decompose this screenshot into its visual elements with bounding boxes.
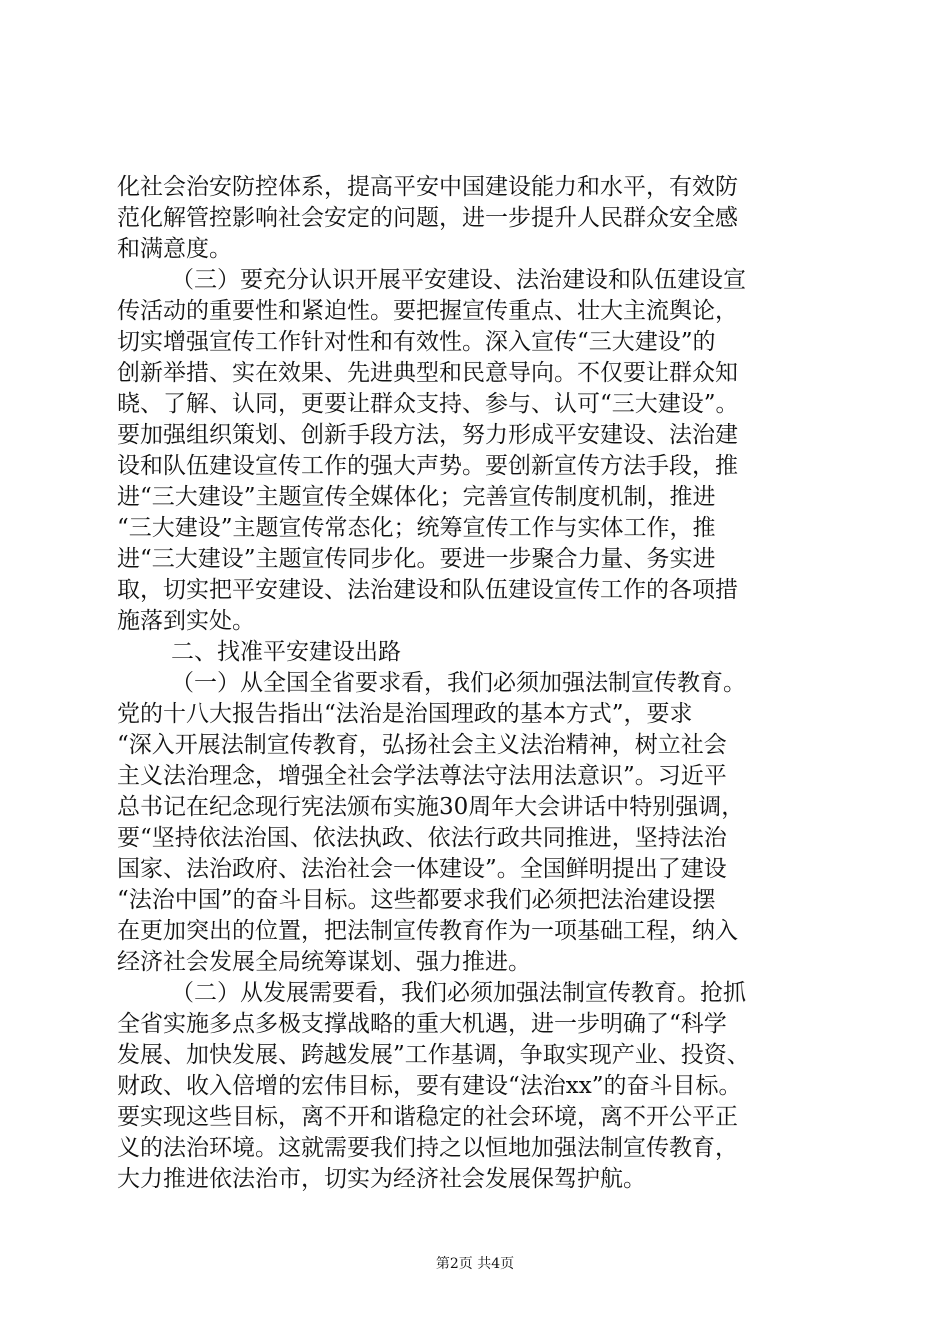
- text-line: 传活动的重要性和紧迫性。要把握宣传重点、壮大主流舆论，: [117, 298, 738, 324]
- text-line: 财政、收入倍增的宏伟目标，要有建设“法治xx”的奋斗目标。: [117, 1073, 742, 1099]
- text-line: 要实现这些目标，离不开和谐稳定的社会环境，离不开公平正: [117, 1104, 738, 1130]
- text-line: 取，切实把平安建设、法治建设和队伍建设宣传工作的各项措: [117, 577, 738, 603]
- text-line: 进“三大建设”主题宣传全媒体化；完善宣传制度机制，推进: [117, 484, 716, 510]
- text-line: 在更加突出的位置，把法制宣传教育作为一项基础工程，纳入: [117, 918, 738, 944]
- text-line: 全省实施多点多极支撑战略的重大机遇，进一步明确了“科学: [117, 1011, 727, 1037]
- paragraph-first-line: 二、找准平安建设出路: [171, 639, 401, 665]
- text-line: 切实增强宣传工作针对性和有效性。深入宣传“三大建设”的: [117, 329, 716, 355]
- text-line: 发展、加快发展、跨越发展”工作基调，争取实现产业、投资、: [117, 1042, 750, 1068]
- paragraph-first-line: （一）从全国全省要求看，我们必须加强法制宣传教育。: [171, 670, 746, 696]
- text-line: 化社会治安防控体系，提高平安中国建设能力和水平，有效防: [117, 174, 738, 200]
- document-body: [117, 172, 847, 1195]
- text-line: 要“坚持依法治国、依法执政、依法行政共同推进，坚持法治: [117, 825, 727, 851]
- text-line: 进“三大建设”主题宣传同步化。要进一步聚合力量、务实进: [117, 546, 716, 572]
- text-line: “深入开展法制宣传教育，弘扬社会主义法治精神，树立社会: [117, 732, 727, 758]
- text-line: 晓、了解、认同，更要让群众支持、参与、认可“三大建设”。: [117, 391, 739, 417]
- paragraph-first-line: （三）要充分认识开展平安建设、法治建设和队伍建设宣: [171, 267, 746, 293]
- page-footer: 第2页 共4页: [435, 1256, 515, 1272]
- text-line: 创新举措、实在效果、先进典型和民意导向。不仅要让群众知: [117, 360, 738, 386]
- text-line: 施落到实处。: [117, 608, 255, 634]
- text-line: 国家、法治政府、法治社会一体建设”。全国鲜明提出了建设: [117, 856, 727, 882]
- text-line: 范化解管控影响社会安定的问题，进一步提升人民群众安全感: [117, 205, 738, 231]
- text-line: 总书记在纪念现行宪法颁布实施30周年大会讲话中特别强调，: [117, 794, 745, 820]
- text-line: “法治中国”的奋斗目标。这些都要求我们必须把法治建设摆: [117, 887, 716, 913]
- text-line: 经济社会发展全局统筹谋划、强力推进。: [117, 949, 531, 975]
- text-line: 设和队伍建设宣传工作的强大声势。要创新宣传方法手段，推: [117, 453, 738, 479]
- text-line: 要加强组织策划、创新手段方法，努力形成平安建设、法治建: [117, 422, 738, 448]
- text-line: 义的法治环境。这就需要我们持之以恒地加强法制宣传教育，: [117, 1135, 738, 1161]
- text-line: 主义法治理念，增强全社会学法尊法守法用法意识”。习近平: [117, 763, 727, 789]
- paragraph-first-line: （二）从发展需要看，我们必须加强法制宣传教育。抢抓: [171, 980, 746, 1006]
- text-line: “三大建设”主题宣传常态化；统筹宣传工作与实体工作，推: [117, 515, 716, 541]
- text-line: 党的十八大报告指出“法治是治国理政的基本方式”，要求: [117, 701, 693, 727]
- text-line: 大力推进依法治市，切实为经济社会发展保驾护航。: [117, 1166, 646, 1192]
- text-line: 和满意度。: [117, 236, 232, 262]
